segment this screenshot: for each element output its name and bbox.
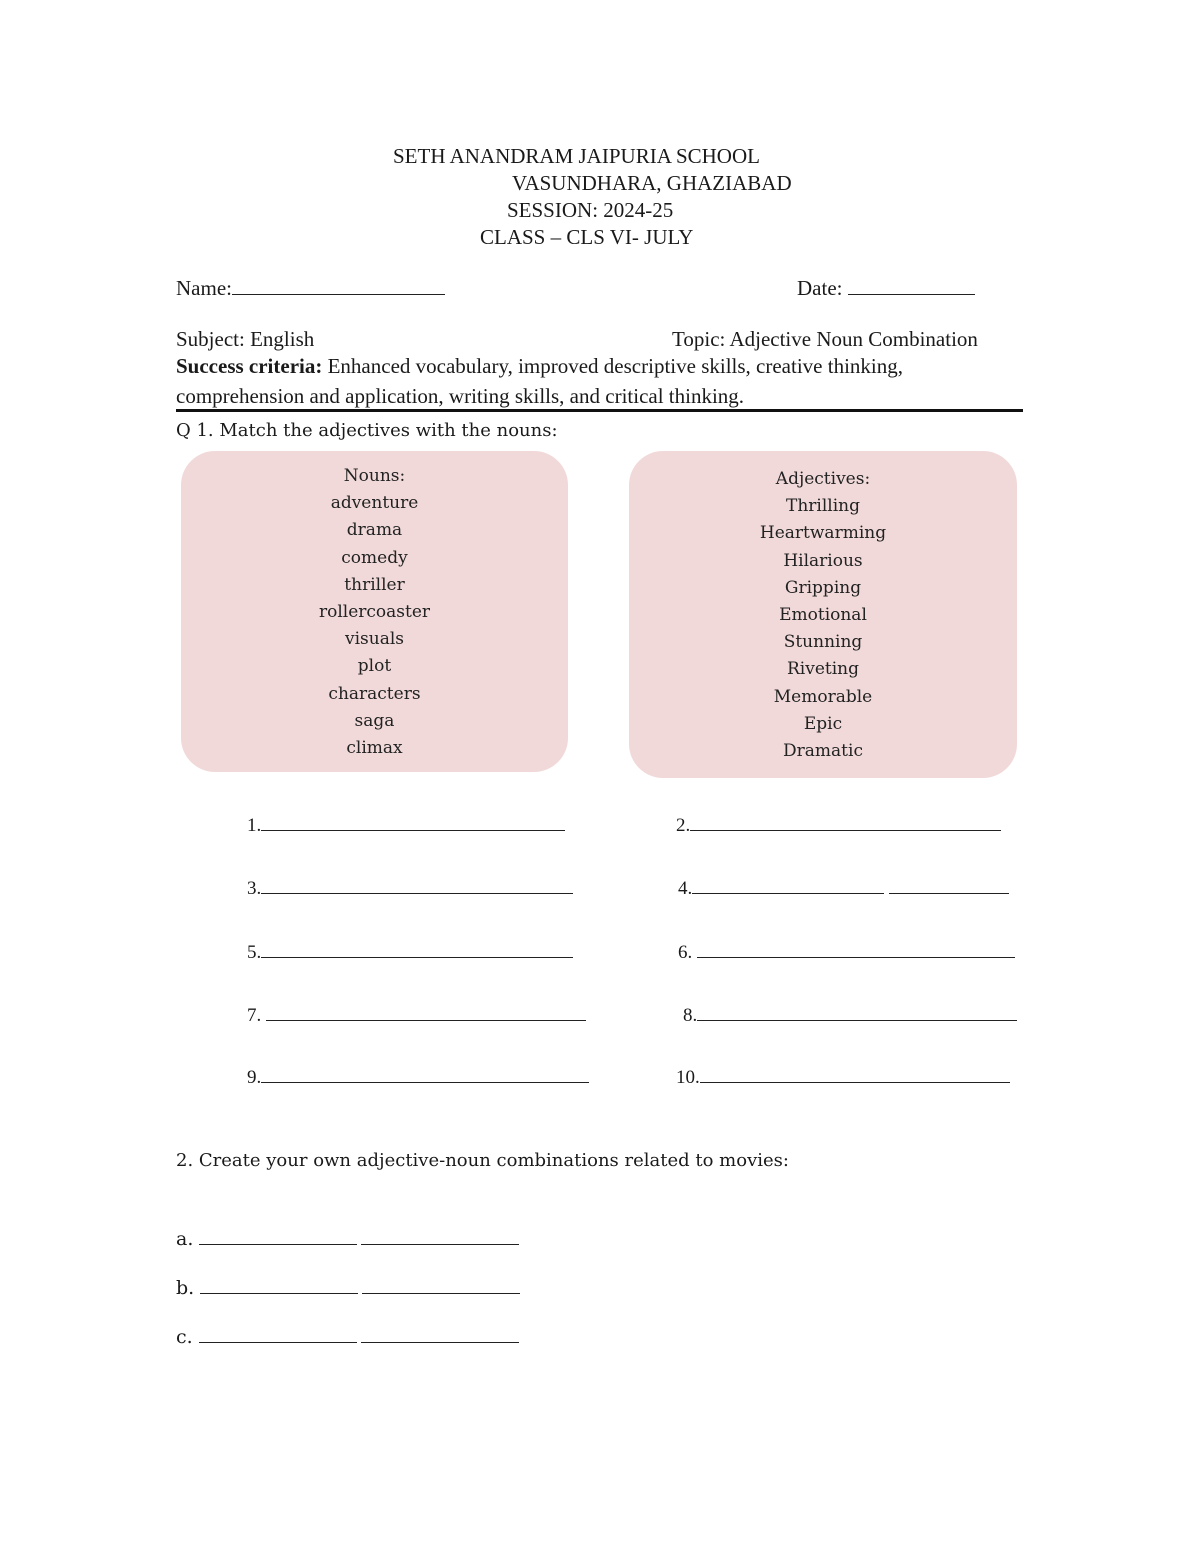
answer-line-9[interactable]: 9.: [247, 1066, 589, 1089]
noun-item: saga: [354, 710, 395, 731]
nouns-title: Nouns:: [343, 466, 406, 486]
school-location: VASUNDHARA, GHAZIABAD: [512, 171, 792, 195]
name-field[interactable]: [176, 276, 445, 301]
success-criteria-label: Success criteria:: [176, 354, 323, 378]
adjective-item: Stunning: [783, 632, 863, 653]
answer-line-3[interactable]: 3.: [247, 877, 573, 900]
answer-line-8[interactable]: 8.: [683, 1004, 1017, 1027]
noun-item: adventure: [330, 493, 419, 514]
adjective-item: Emotional: [779, 605, 867, 626]
noun-item: plot: [357, 656, 392, 677]
noun-item: characters: [328, 683, 421, 704]
noun-item: rollercoaster: [318, 602, 431, 623]
class-info: CLASS – CLS VI- JULY: [480, 225, 694, 249]
adjective-item: Epic: [803, 713, 843, 734]
noun-item: comedy: [341, 547, 408, 568]
noun-item: climax: [346, 738, 403, 759]
topic: Topic: Adjective Noun Combination: [672, 327, 978, 351]
success-criteria-line2: comprehension and application, writing skills, and critical thinking.: [176, 384, 745, 408]
answer-line-4[interactable]: 4.: [678, 877, 1009, 900]
q1-prompt: Q 1. Match the adjectives with the nouns:: [176, 420, 558, 441]
name-blank[interactable]: [232, 276, 445, 295]
section-divider: [176, 409, 1023, 412]
q2-prompt: 2. Create your own adjective-noun combinations related to movies:: [176, 1150, 789, 1171]
adjective-item: Thrilling: [786, 496, 860, 517]
answer-line-1[interactable]: 1.: [247, 814, 565, 837]
answer-line-5[interactable]: 5.: [247, 941, 573, 964]
date-blank[interactable]: [848, 276, 975, 295]
adjective-item: Dramatic: [783, 741, 863, 762]
success-criteria-text1: Enhanced vocabulary, improved descriptive skills, creative thinking,: [327, 354, 903, 378]
adjective-item: Heartwarming: [759, 523, 887, 544]
success-criteria-line1: [176, 354, 903, 379]
session: SESSION: 2024-25: [507, 198, 674, 222]
date-label: Date:: [797, 276, 843, 300]
answer-line-7[interactable]: 7.: [247, 1004, 586, 1027]
answer-line-2[interactable]: 2.: [676, 814, 1001, 837]
answer-line-10[interactable]: 10.: [676, 1066, 1010, 1089]
q2-line-c[interactable]: c.: [176, 1326, 523, 1348]
name-label: Name:: [176, 276, 232, 300]
noun-item: thriller: [344, 574, 405, 595]
adjective-item: Gripping: [784, 577, 862, 598]
adjectives-title: Adjectives:: [775, 469, 871, 489]
q2-line-b[interactable]: b.: [176, 1277, 524, 1299]
noun-item: visuals: [344, 629, 404, 650]
answer-line-6[interactable]: 6.: [678, 941, 1015, 964]
subject: Subject: English: [176, 327, 315, 351]
date-field[interactable]: [797, 276, 975, 301]
adjective-item: Memorable: [773, 686, 873, 707]
adjective-item: Riveting: [786, 659, 859, 680]
noun-item: drama: [346, 520, 403, 541]
adjectives-box: [629, 451, 1017, 778]
nouns-box: [181, 451, 568, 772]
school-name: SETH ANANDRAM JAIPURIA SCHOOL: [393, 144, 760, 168]
q2-line-a[interactable]: a.: [176, 1228, 523, 1250]
adjective-item: Hilarious: [783, 550, 863, 571]
